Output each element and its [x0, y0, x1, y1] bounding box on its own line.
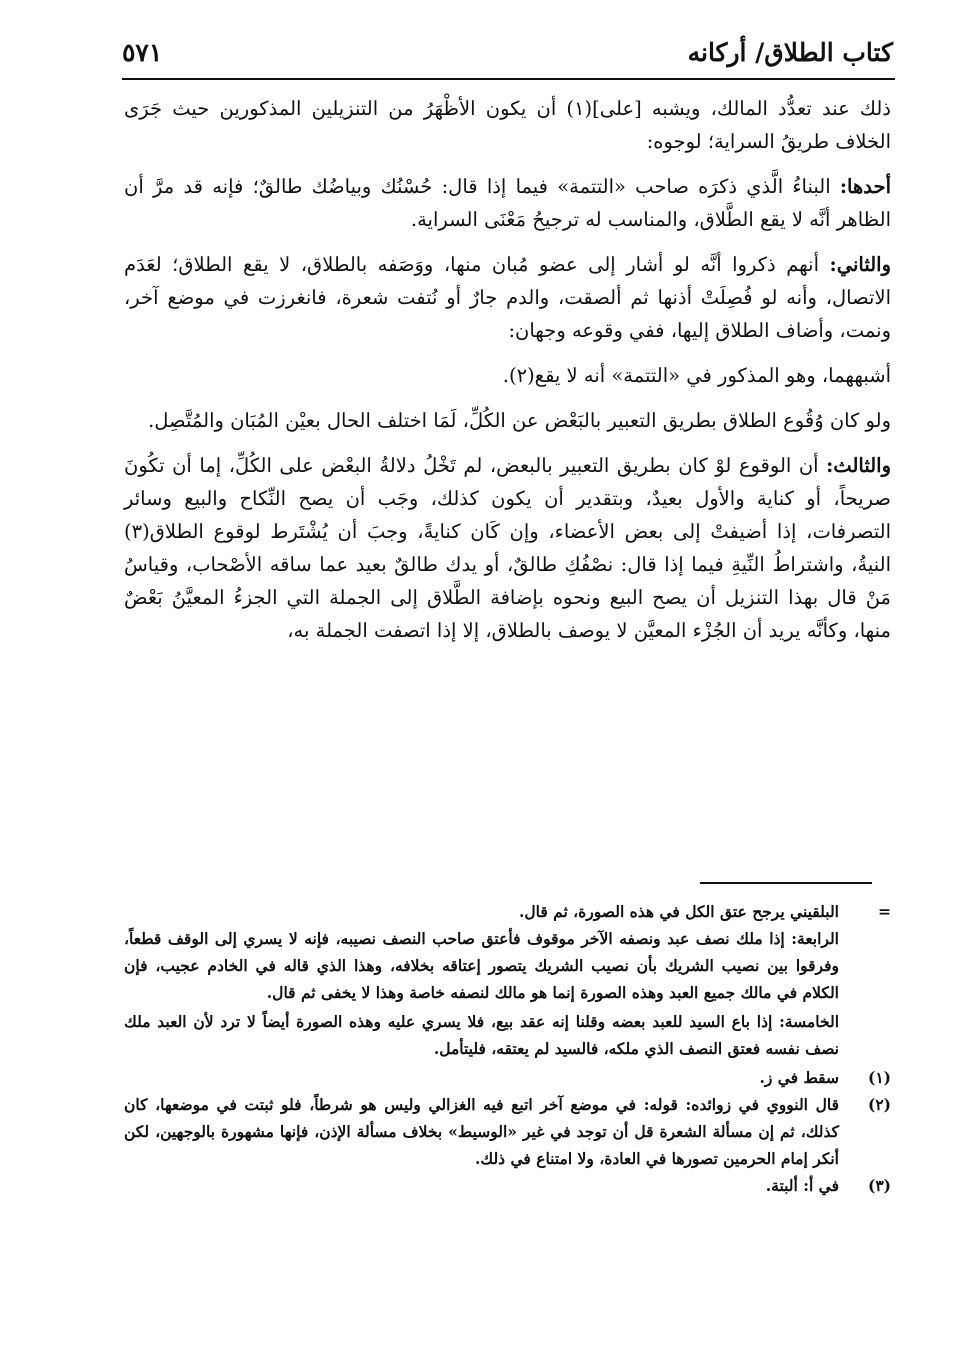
paragraph-3-lead: والثاني:: [829, 253, 891, 276]
footnote-marker: (٢): [867, 1095, 891, 1114]
paragraph-6-lead: والثالث:: [826, 454, 891, 477]
footnote-item: [124, 1091, 891, 1172]
header-rule: [122, 78, 895, 80]
paragraph-4-text: أشبههما، وهو المذكور في «التتمة» أنه لا يقع(٢).: [502, 364, 891, 387]
main-text: [124, 92, 891, 659]
footnote-rule: [700, 882, 872, 884]
footnote-khamisa: [124, 1008, 891, 1062]
rabia-lead: الرابعة:: [791, 929, 839, 948]
paragraph-5-text: ولو كان وُقُوع الطلاق بطريق التعبير بالبَعْض عن الكُلِّ، لَمَا اختلف الحال بعيْن المُبَان والمُتَّصِل.: [148, 409, 891, 432]
paragraph-1-text: ذلك عند تعدُّد المالك، ويشبه [على](١) أن يكون الأظْهَرُ من التنزيلين المذكورين حيث جَرَى الخلاف طريقُ السراية؛ لوجوه:: [124, 97, 891, 153]
paragraph-3: [124, 248, 891, 347]
running-header: [122, 30, 893, 74]
footnote-item: [124, 1064, 891, 1091]
footnote-marker: (١): [867, 1068, 891, 1087]
paragraph-4: [124, 359, 891, 392]
chapter-title: كتاب الطلاق/ أركانه: [687, 37, 893, 67]
paragraph-5: [124, 404, 891, 437]
footnote-continuation: [124, 898, 891, 925]
continuation-mark: =: [878, 902, 891, 921]
footnote-marker: (٣): [867, 1176, 891, 1195]
continuation-text: البلقيني يرجح عتق الكل في هذه الصورة، ثم قال.: [518, 902, 839, 921]
khamisa-lead: الخامسة:: [779, 1012, 839, 1031]
footnote-text: سقط في ز.: [759, 1068, 839, 1087]
paragraph-2-text: البناءُ الَّذي ذكرَه صاحب «التتمة» فيما إذا قال: حُسْنُك وبياضُك طالقٌ؛ فإنه قد مرَّ أن الظاهر أنَّه لا يقع الطَّلاق، والمناسب له ترجيحُ مَعْنَى السراية.: [124, 175, 891, 231]
page-number: ٥٧١: [122, 37, 163, 67]
footnotes: [124, 898, 891, 1199]
footnote-text: قال النووي في زوائده: قوله: في موضع آخر اتبع فيه الغزالي وليس هو شرطاً، فلو ثبتت في موضعها، كان كذلك، ثم إن مسألة الشعرة قل أن توجد في غير «الوسيط» بخلاف مسألة الإذن، فإنها مشهورة بالوجهين، لكن أنكر إمام الحرمين تصورها في العادة، ولا امتناع في ذلك.: [124, 1095, 839, 1168]
paragraph-1: [124, 92, 891, 158]
footnote-rabia: [124, 925, 891, 1006]
rabia-text: إذا ملك نصف عبد ونصفه الآخر موقوف فأعتق صاحب النصف نصيبه، فإنه لا يسري إلى الوقف قطعاً، وفرقوا بين نصيب الشريك بأن نصيب الشريك يتصور إعتاقه بخلافه، وهذا الذي قاله في الخادم عجيب، فإن الكلام في مالك جميع العبد وهذه الصورة إنما هو مالك لنصفه خاصة وهذا لا يخفى ثم قال.: [124, 929, 839, 1002]
paragraph-6: [124, 449, 891, 647]
paragraph-2-lead: أحدها:: [839, 175, 891, 198]
footnote-item: [124, 1172, 891, 1199]
khamisa-text: إذا باع السيد للعبد بعضه وقلنا إنه عقد بيع، فلا يسري عليه وهذه الصورة أيضاً لا ترد لأن العبد ملك نصف نفسه فعتق النصف الذي ملكه، فالسيد لم يعتقه، فليتأمل.: [124, 1012, 839, 1058]
paragraph-3-text: أنهم ذكروا أنَّه لو أشار إلى عضو مُبان منها، ووَصَفه بالطلاق، لا يقع الطلاق؛ لعَدَم الاتصال، وأنه لو فُصِلَتْ أذنها ثم ألصقت، والدم جارٌ أو نُتفت شعرة، فانغرزت في موضع آخر، ونمت، وأضاف الطلاق إليها، ففي وقوعه وجهان:: [124, 253, 891, 342]
paragraph-6-text: أن الوقوع لوْ كان بطريق التعبير بالبعض، لم تَخْلُ دلالةُ البعْض على الكُلِّ، إما أن تكُونَ صريحاً، أو كناية والأول بعيدٌ، وبتقدير أن يكون كذلك، وجَب أن يصح النِّكاح والبيع وسائر التصرفات، إذا أضيفتْ إلى بعض الأعضاء، وإن كَان كنايةً، وجبَ أن يُشْتَرط لوقوع الطلاق(٣) النيةُ، واشتراطُ النِّيةِ فيما إذا قال: نصْفُكِ طالقٌ، أو يدك طالقٌ بعيد عما ساقه الأصْحاب، وقياسُ مَنْ قال بهذا التنزيل أن يصح البيع ونحوه بإضافة الطَّلاق إلى الجملة التي الجزءُ المعيَّنُ بَعْضٌ منها، وكأنَّه يريد أن الجُزْء المعيَّن لا يوصف بالطلاق، إلا إذا اتصفت الجملة به،: [124, 454, 891, 642]
footnote-text: في أ: ألبتة.: [765, 1176, 839, 1195]
paragraph-2: [124, 170, 891, 236]
